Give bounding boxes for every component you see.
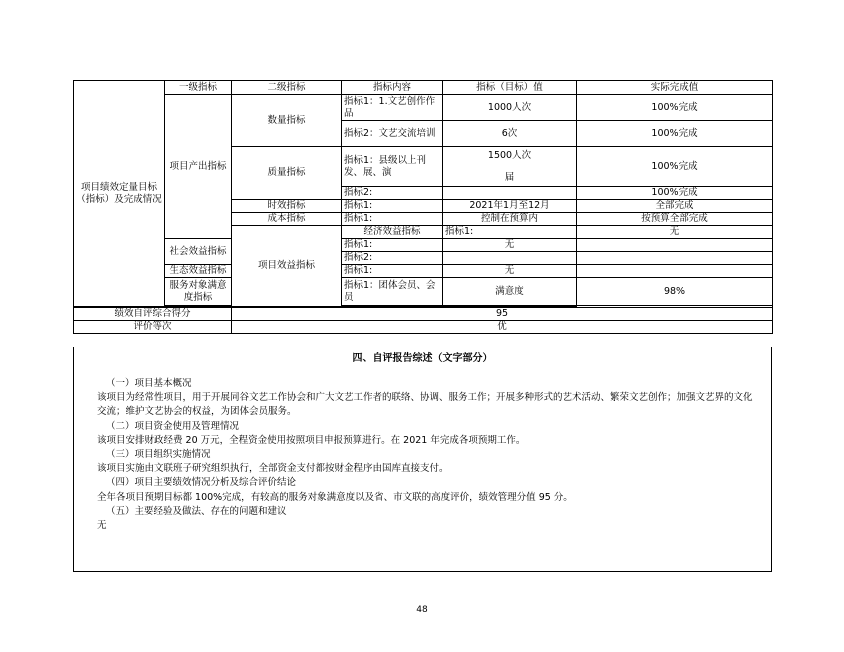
indicator-target: 1000人次 [443,95,577,121]
score-label: 绩效自评综合得分 [74,308,232,321]
table-row [74,278,773,306]
table-row [74,239,773,252]
grade-label: 评价等次 [74,321,232,334]
indicator-target: 无 [577,226,773,239]
indicator-target [443,252,577,265]
indicator-target: 无 [443,265,577,278]
indicator-target [443,187,577,200]
header-actual: 实际完成值 [577,81,773,95]
indicator-content: 指标1: [342,239,443,252]
section-heading: （四）项目主要绩效情况分析及综合评价结论 [106,477,297,489]
indicator-content: 指标1：1.文艺创作作品 [342,95,443,121]
section-title: 四、自评报告综述（文字部分） [352,353,493,364]
timeliness-indicator-cell: 时效指标 [232,200,342,213]
indicator-target: 6次 [443,121,577,147]
table-row [74,95,773,121]
indicator-content: 指标1：县级以上刊发、展、演 [342,147,443,187]
table-header-row [74,81,773,95]
section-heading: （三）项目组织实施情况 [106,449,211,461]
satisfaction-indicator-cell: 服务对象满意度指标 [165,278,232,306]
indicator-actual [577,265,773,278]
header-level1: 一级指标 [165,81,232,95]
page-number: 48 [416,605,428,615]
indicator-content: 指标2：文艺交流培训 [342,121,443,147]
section-heading: （二）项目资金使用及管理情况 [106,420,240,432]
target-line2: 届 [504,171,515,183]
benefit-indicator-cell: 项目效益指标 [232,226,342,307]
cost-indicator-cell: 成本指标 [232,213,342,226]
header-target: 指标（目标）值 [443,81,577,95]
indicator-actual: 全部完成 [577,200,773,213]
indicator-actual: 100%完成 [577,147,773,187]
narrative-body [98,377,761,533]
quality-indicator-cell: 质量指标 [232,147,342,200]
indicator-actual: 98% [577,278,773,306]
category-cell: 项目绩效定量目标（指标）及完成情况 [74,81,165,307]
indicator-target: 无 [443,239,577,252]
indicator-target: 满意度 [443,278,577,306]
section-text: 无 [97,520,107,532]
section-text: 该项目安排财政经费 20 万元，全程资金使用按照项目申报预算进行。在 2021 年完成各项预期工作。 [97,434,526,446]
indicator-target [443,147,577,187]
indicator-content: 指标1: [342,213,443,226]
indicator-actual [577,252,773,265]
indicator-actual [577,239,773,252]
score-row [74,308,773,321]
section-text: 该项目实施由文联班子研究组织执行，全部资金支付都按财金程序由国库直接支付。 [97,463,449,475]
indicator-actual: 100%完成 [577,95,773,121]
social-indicator-cell: 社会效益指标 [165,239,232,265]
section-heading: （五）主要经验及做法、存在的问题和建议 [106,505,287,517]
indicator-actual: 100%完成 [577,187,773,200]
output-indicator-cell: 项目产出指标 [165,95,232,239]
indicator-actual: 100%完成 [577,121,773,147]
indicator-content: 指标2: [342,187,443,200]
indicator-content: 指标1: [443,226,577,239]
quantity-indicator-cell: 数量指标 [232,95,342,147]
ecological-indicator-cell: 生态效益指标 [165,265,232,278]
economic-indicator-cell: 经济效益指标 [342,226,443,239]
grade-value: 优 [232,321,773,334]
section-text: 全年各项目预期目标都 100%完成，有较高的服务对象满意度以及省、市文联的高度评价，绩效管理分值 95 分。 [97,491,573,503]
table-row [74,265,773,278]
section-heading: （一）项目基本概况 [106,378,192,389]
header-content: 指标内容 [342,81,443,95]
indicator-target: 2021年1月至12月 [443,200,577,213]
target-line1: 1500人次 [487,149,532,161]
score-value: 95 [232,308,773,321]
indicator-content: 指标1: [342,265,443,278]
indicator-content: 指标1: [342,200,443,213]
indicator-target: 控制在预算内 [443,213,577,226]
indicator-actual: 按预算全部完成 [577,213,773,226]
grade-row [74,321,773,334]
performance-table [73,80,773,334]
section-text: 该项目为经常性项目，用于开展同谷文艺工作协会和广大文艺工作者的联络、协调、服务工作；开展多种形式的艺术活动、繁荣文艺创作；加强文艺界的文化交流；维护文艺协会的权益，为团体会员服务。 [97,392,753,418]
narrative-section [73,347,772,572]
indicator-content: 指标2: [342,252,443,265]
header-level2: 二级指标 [232,81,342,95]
indicator-content: 指标1：团体会员、会员 [342,278,443,306]
